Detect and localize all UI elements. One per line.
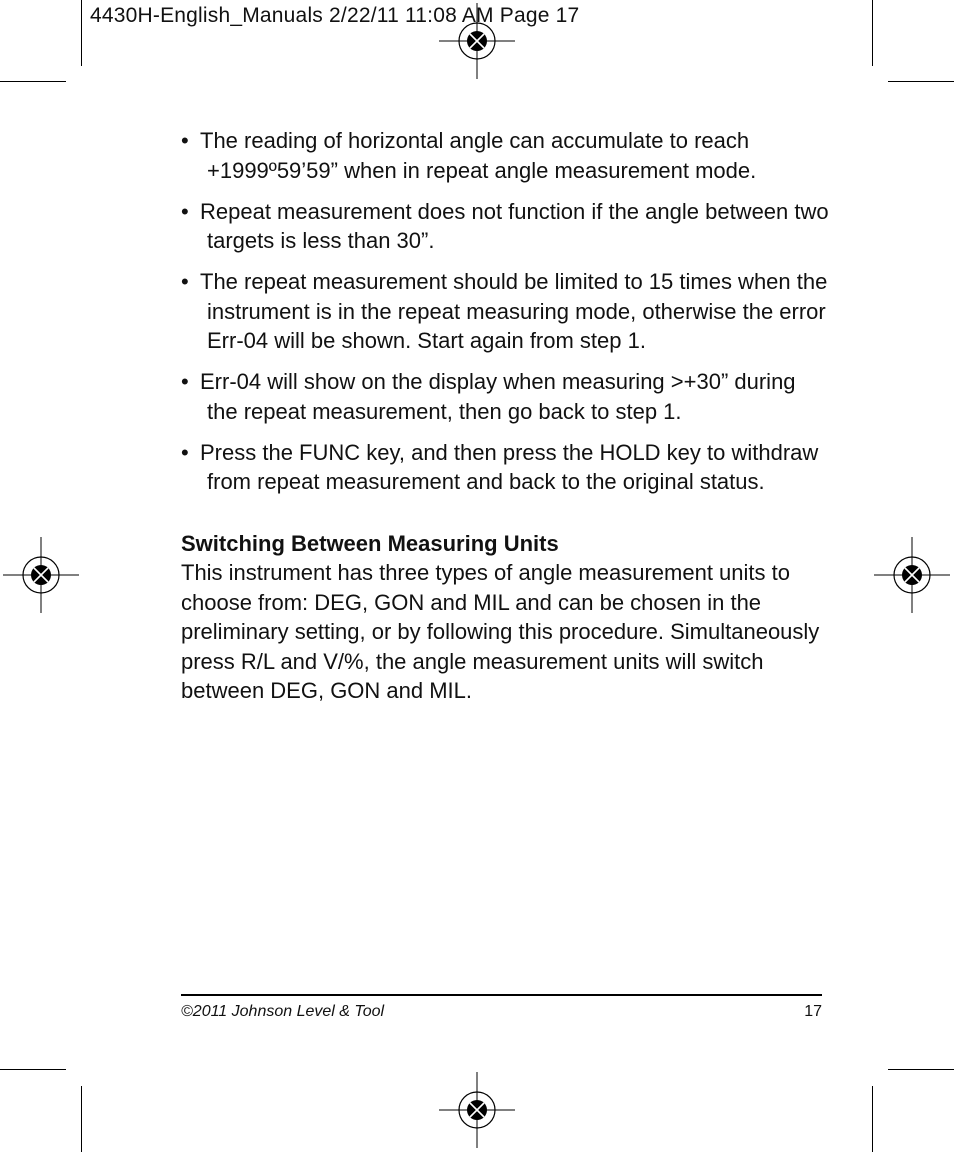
bullet-text: Repeat measurement does not function if the angle between two targets is less than 30”. — [200, 198, 829, 253]
bullet-icon: • — [181, 128, 189, 153]
page-number: 17 — [804, 1003, 822, 1020]
print-slug: 4430H-English_Manuals 2/22/11 11:08 AM Page 17 — [90, 4, 580, 27]
page-content — [181, 126, 831, 706]
bullet-icon: • — [181, 369, 189, 394]
crop-mark-bottom-left-vertical — [81, 1086, 82, 1152]
crop-mark-top-right-vertical — [872, 0, 873, 66]
bullet-item — [181, 197, 831, 256]
registration-mark-right-icon — [872, 535, 952, 615]
crop-mark-bottom-right-horizontal — [888, 1069, 954, 1070]
crop-mark-top-left-horizontal — [0, 81, 66, 82]
bullet-text: The reading of horizontal angle can accumulate to reach +1999º59’59” when in repeat angle measurement mode. — [200, 128, 757, 183]
crop-mark-bottom-right-vertical — [872, 1086, 873, 1152]
bullet-icon: • — [181, 198, 189, 224]
section-body: This instrument has three types of angle measurement units to choose from: DEG, GON and MIL and can be chosen in the preliminary setting, or by following this procedure. Simultaneously press R/L and V/%, the angle measurement units will switch between DEG, GON and MIL. — [181, 560, 820, 703]
registration-mark-top-icon — [437, 1, 517, 81]
bullet-item — [181, 267, 831, 356]
registration-mark-bottom-icon — [437, 1070, 517, 1150]
crop-mark-top-left-vertical — [81, 0, 82, 66]
footer-copyright: ©2011 Johnson Level & Tool — [181, 1003, 385, 1020]
section-heading: Switching Between Measuring Units — [181, 530, 559, 556]
bullet-text: Err-04 will show on the display when measuring >+30” during the repeat measurement, then go back to step 1. — [200, 369, 796, 424]
footer-divider — [181, 994, 822, 996]
registration-mark-left-icon — [1, 535, 81, 615]
crop-mark-bottom-left-horizontal — [0, 1069, 66, 1070]
bullet-text: Press the FUNC key, and then press the HOLD key to withdraw from repeat measurement and back to the original status. — [200, 439, 819, 494]
bullet-text: The repeat measurement should be limited to 15 times when the instrument is in the repeat measuring mode, otherwise the error Err-04 will be shown. Start again from step 1. — [200, 269, 828, 353]
bullet-icon: • — [181, 439, 189, 465]
bullet-icon: • — [181, 269, 189, 294]
bullet-item — [181, 438, 831, 497]
crop-mark-top-right-horizontal — [888, 81, 954, 82]
bullet-item — [181, 126, 831, 185]
bullet-item — [181, 367, 831, 426]
